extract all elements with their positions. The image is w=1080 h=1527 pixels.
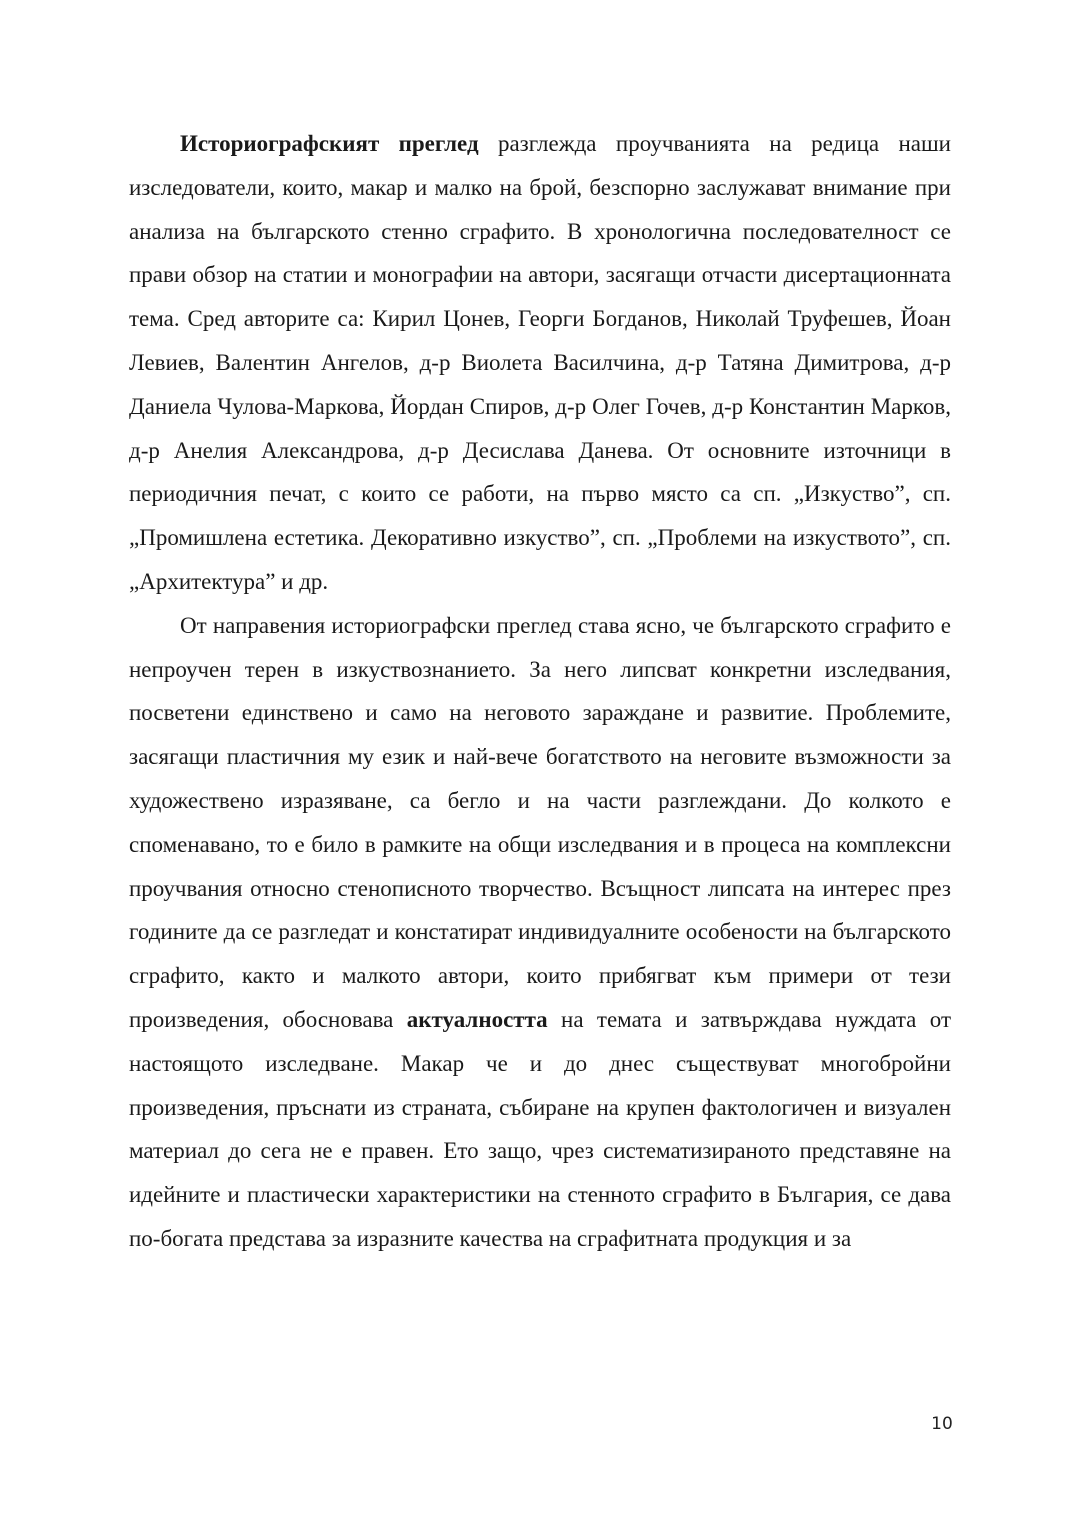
bold-lead-phrase: Историографският преглед <box>180 131 479 156</box>
body-text <box>129 122 951 1261</box>
paragraph-text-start: От направения историографски преглед става ясно, че българското сграфито е непроучен терен в изкуствознанието. За него липсват конкретни изследвания, посветени единствено и само на неговото зараждане и развитие. Проблемите, засягащи пластичния му език и най-вече богатството на неговите възможности за художествено изразяване, са бегло и на части разглеждани. До колкото е споменавано, то е било в рамките на общи изследвания и в процеса на комплексни проучвания относно стенописното творчество. Всъщност липсата на интерес през годините да се разгледат и констатират индивидуалните особености на българското сграфито, както и малкото автори, които прибягват към примери от тези произведения, обосновава <box>129 612 951 1032</box>
bold-keyword: актуалността <box>406 1006 548 1032</box>
paragraph-text-end: на темата и затвърждава нуждата от настоящото изследване. Макар че и до днес съществуват многобройни произведения, пръснати из страната, събиране на крупен фактологичен и визуален материал до сега не е правен. Ето защо, чрез систематизираното представяне на идейните и пластически характеристики на стенното сграфито в България, се дава по-богата представа за изразните качества на сграфитната продукция и за <box>129 1006 952 1251</box>
paragraph-historiography <box>129 122 951 604</box>
paragraph-text: разглежда проучванията на редица наши изследователи, които, макар и малко на брой, безспорно заслужават внимание при анализа на българското стенно сграфито. В хронологична последователност се прави обзор на статии и монографии на автори, засягащи отчасти дисертационната тема. Сред авторите са: Кирил Цонев, Георги Богданов, Николай Труфешев, Йоан Левиев, Валентин Ангелов, д-р Виолета Василчина, д-р Татяна Димитрова, д-р Даниела Чулова-Маркова, Йордан Спиров, д-р Олег Гочев, д-р Константин Марков, д-р Анелия Александрова, д-р Десислава Данева. От основните източници в периодичния печат, с които се работи, на първо място са сп. „Изкуство”, сп. „Промишлена естетика. Декоративно изкуство”, сп. „Проблеми на изкуството”, сп. „Архитектура” и др. <box>129 131 951 594</box>
paragraph-relevance <box>129 604 951 1261</box>
page-number: 10 <box>931 1414 953 1434</box>
